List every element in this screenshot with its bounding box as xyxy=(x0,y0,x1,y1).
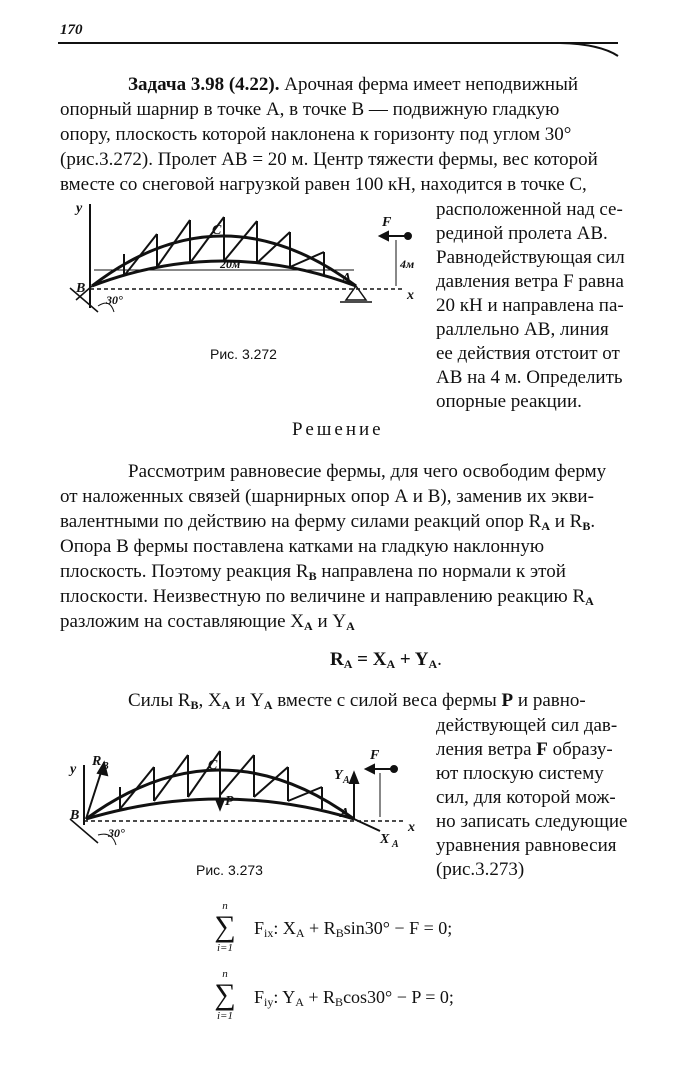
fig2-label-RB: R xyxy=(92,754,102,769)
problem-line-7: рединой пролета AB. xyxy=(436,223,608,244)
solution-line-5: плоскость. Поэтому реакция $R_B$ направлена по нормали к этой xyxy=(60,561,566,583)
figure-3-272 xyxy=(62,196,432,336)
solution-line-2: от наложенных связей (шарнирных опор А и В), заменив их экви- xyxy=(60,486,594,507)
fig2-caption: Рис. 3.273 xyxy=(196,862,263,878)
problem-line-12: ее действия отстоит от xyxy=(436,343,620,364)
problem-line-14: опорные реакции. xyxy=(436,391,582,412)
equation-RA: $R_A = X_A + Y_A$. xyxy=(330,649,442,671)
right-line-5: но записать следующие xyxy=(436,811,628,832)
solution-line-1: Рассмотрим равновесие фермы, для чего освободим ферму xyxy=(128,461,607,482)
fig1-label-F: F xyxy=(382,215,392,230)
fig1-label-span: 20м xyxy=(220,257,241,271)
solution-line-3: валентными по действию на ферму силами реакций опор $R_A$ и $R_B$. xyxy=(60,511,596,533)
fig2-label-y: y xyxy=(70,762,77,777)
fig1-caption: Рис. 3.272 xyxy=(210,346,277,362)
problem-line-2: опорный шарнир в точке А, в точке В — подвижную гладкую xyxy=(60,99,560,120)
right-line-2: ления ветра F образу- xyxy=(436,739,613,760)
solution-heading: Решение xyxy=(292,419,384,440)
fig1-label-h: 4м xyxy=(400,257,415,271)
problem-line-5: вместе со снеговой нагрузкой равен 100 кН, находится в точке С, xyxy=(60,174,587,195)
forces-line: Силы $R_B$, $X_A$ и $Y_A$ вместе с силой веса фермы P и равно- xyxy=(128,690,586,712)
fig1-label-x: x xyxy=(407,288,414,303)
fig1-label-B: B xyxy=(76,281,86,296)
equation-2: $F_{iy}$: $Y_A + R_B\cos 30^\circ - P = 0$; xyxy=(254,987,454,1009)
sum-symbol-1: n ∑ i=1 xyxy=(214,900,236,954)
header-rule xyxy=(58,42,618,44)
problem-title: Задача 3.98 (4.22). xyxy=(128,74,280,95)
fig2-label-C: C xyxy=(208,758,218,773)
right-line-4: сил, для которой мож- xyxy=(436,787,616,808)
problem-line-10: 20 кН и направлена па- xyxy=(436,295,624,316)
fig1-label-C: C xyxy=(212,223,222,238)
right-line-6: уравнения равновесия xyxy=(436,835,617,856)
header-rule-curve xyxy=(560,40,620,60)
solution-line-6: плоскости. Неизвестную по величине и направлению реакцию $R_A$ xyxy=(60,586,594,608)
fig2-label-YA: Y xyxy=(334,768,343,783)
right-line-1: действующей сил дав- xyxy=(436,715,618,736)
solution-line-4: Опора В фермы поставлена катками на гладкую наклонную xyxy=(60,536,545,557)
problem-line-1: Задача 3.98 (4.22). Арочная ферма имеет неподвижный xyxy=(128,74,579,95)
fig2-label-XA: X xyxy=(380,832,390,847)
solution-line-7: разложим на составляющие $X_A$ и $Y_A$ xyxy=(60,611,355,633)
problem-line-6: расположенной над се- xyxy=(436,199,623,220)
fig2-label-x: x xyxy=(408,820,415,835)
figure-3-273 xyxy=(62,735,432,865)
fig2-label-F: F xyxy=(370,748,380,763)
fig1-label-A: A xyxy=(342,271,352,286)
right-line-7: (рис.3.273) xyxy=(436,859,525,880)
right-line-3: ют плоскую систему xyxy=(436,763,604,784)
fig2-label-P: P xyxy=(225,794,234,809)
problem-line-13: AB на 4 м. Определить xyxy=(436,367,623,388)
problem-line-4: (рис.3.272). Пролет AB = 20 м. Центр тяжести фермы, вес которой xyxy=(60,149,598,170)
page-number: 170 xyxy=(60,22,83,38)
fig2-label-A: A xyxy=(340,806,350,821)
sum-symbol-2: n ∑ i=1 xyxy=(214,968,236,1022)
fig2-label-B: B xyxy=(70,808,80,823)
fig2-label-angle: 30° xyxy=(108,826,125,840)
problem-line-11: раллельно AB, линия xyxy=(436,319,609,340)
fig1-label-angle: 30° xyxy=(106,293,123,307)
fig2-label-YA-sub: A xyxy=(343,775,350,786)
problem-line-8: Равнодействующая сил xyxy=(436,247,625,268)
fig2-label-RB-sub: B xyxy=(102,761,109,772)
equation-1: $F_{ix}$: $X_A + R_B\sin 30^\circ - F = 0$; xyxy=(254,918,453,940)
problem-line-3: опору, плоскость которой наклонена к горизонту под углом 30° xyxy=(60,124,572,145)
problem-line-9: давления ветра F равна xyxy=(436,271,624,292)
fig1-label-y: y xyxy=(76,201,83,216)
fig2-label-XA-sub: A xyxy=(392,839,399,850)
